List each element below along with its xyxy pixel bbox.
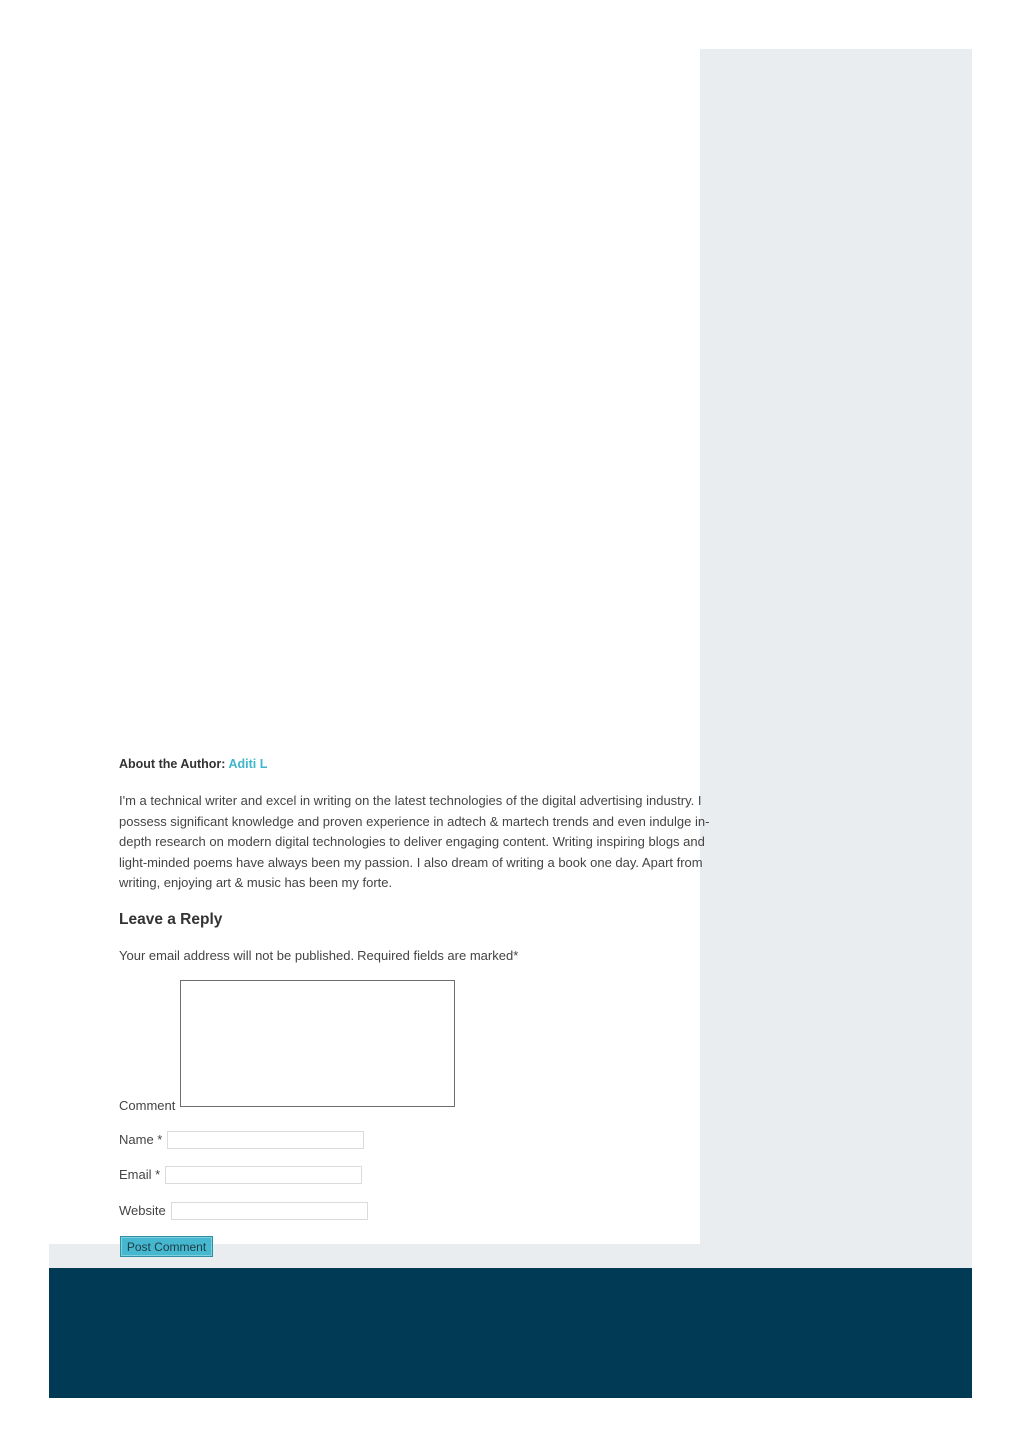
email-input[interactable] <box>165 1166 362 1184</box>
name-input[interactable] <box>167 1131 364 1149</box>
name-label: Name * <box>119 1132 163 1147</box>
author-bio: I'm a technical writer and excel in writing on the latest technologies of the digital advertising industry. I possess significant knowledge and proven experience in adtech & martech trends and even indulge in-depth research on modern digital technologies to deliver engaging content. Writing inspiring blogs and light-minded poems have always been my passion. I also dream of writing a book one day. Apart from writing, enjoying art & music has been my forte. <box>119 793 710 891</box>
website-label: Website <box>119 1203 166 1218</box>
required-mark: * <box>513 948 519 963</box>
site-footer <box>49 1268 972 1398</box>
main-content <box>49 49 710 1254</box>
reply-title: Leave a Reply <box>119 911 223 928</box>
email-notes: Your email address will not be published. <box>119 948 355 963</box>
author-prefix: About the Author: <box>119 757 229 771</box>
website-input[interactable] <box>171 1202 368 1220</box>
author-box-heading <box>119 757 267 771</box>
required-notes: Required fields are marked <box>357 948 514 963</box>
post-comment-button[interactable]: Post Comment <box>120 1236 213 1257</box>
comment-textarea[interactable] <box>180 980 455 1107</box>
comment-label: Comment <box>119 1098 176 1113</box>
email-label: Email * <box>119 1167 161 1182</box>
author-name-link[interactable]: Aditi L <box>228 757 268 771</box>
comment-notes <box>119 948 518 963</box>
